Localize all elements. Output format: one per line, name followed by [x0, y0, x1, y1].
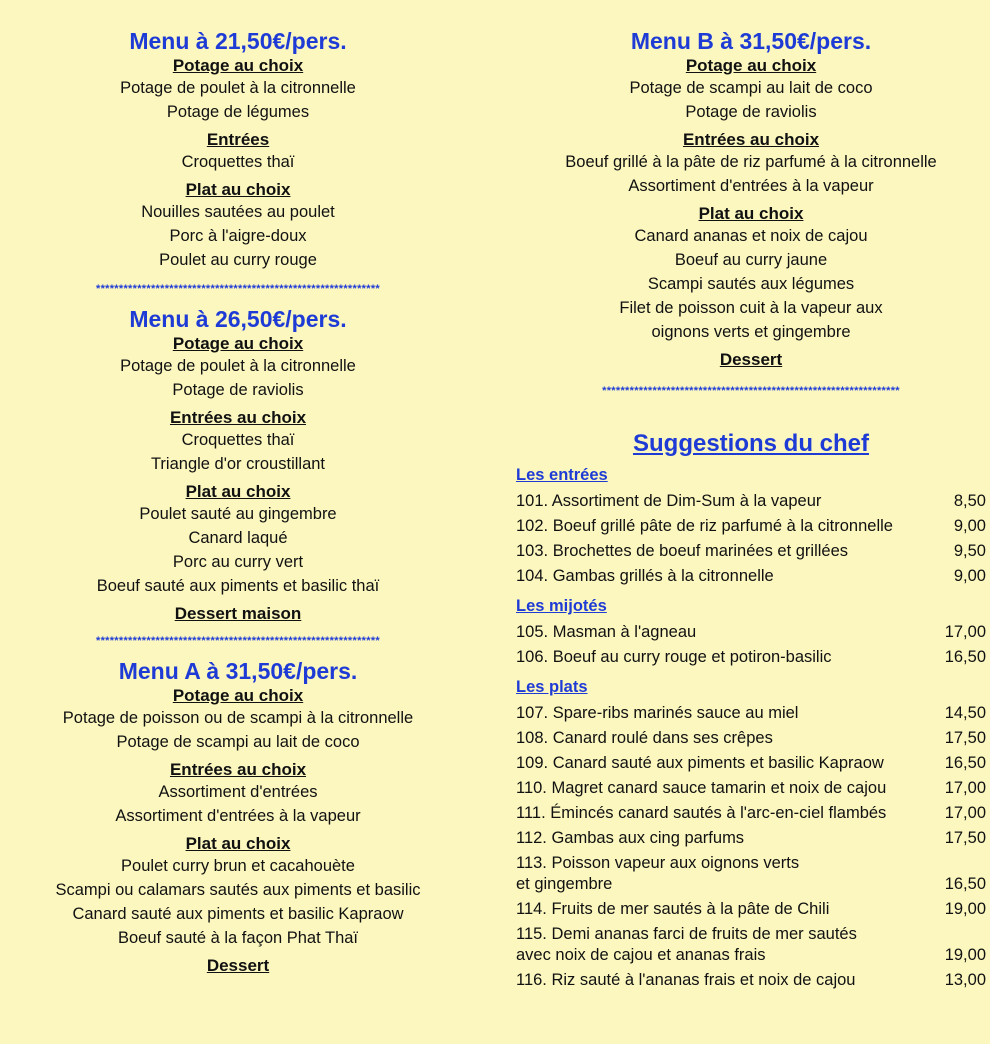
menu-item: Potage de raviolis	[685, 103, 817, 121]
menu-item: Croquettes thaï	[181, 431, 295, 449]
dish-row	[516, 514, 986, 539]
menu-item: Filet de poisson cuit à la vapeur aux	[619, 299, 883, 317]
menu-title: Menu à 26,50€/pers.	[129, 306, 347, 332]
dish-row	[516, 922, 986, 968]
dish-row	[516, 701, 986, 726]
dish-name: 112. Gambas aux cing parfums	[516, 829, 745, 847]
menu-item: Poulet sauté au gingembre	[139, 505, 337, 523]
dish-row	[516, 539, 986, 564]
section-heading: Plat au choix	[698, 204, 804, 223]
menu-item: Potage de poisson ou de scampi à la citronnelle	[62, 709, 414, 727]
dish-price: 13,00	[944, 971, 986, 989]
menu-item: Poulet au curry rouge	[159, 251, 317, 269]
category-title: Les mijotés	[516, 597, 607, 615]
menu-item: Potage de poulet à la citronnelle	[120, 79, 356, 97]
menu-item: Boeuf sauté aux piments et basilic thaï	[96, 577, 380, 595]
section-heading: Plat au choix	[185, 482, 291, 501]
menu-block	[516, 0, 986, 370]
dish-price: 19,00	[944, 900, 986, 918]
dish-name: 105. Masman à l'agneau	[516, 623, 697, 641]
dish-row	[516, 645, 986, 670]
section-heading: Entrées	[206, 130, 270, 149]
dish-name: 111. Émincés canard sautés à l'arc-en-ciel flambés	[516, 804, 887, 822]
dish-row	[516, 776, 986, 801]
dish-name: 110. Magret canard sauce tamarin et noix de cajou	[516, 779, 887, 797]
dish-row	[516, 801, 986, 826]
dish-row	[516, 826, 986, 851]
category-title: Les plats	[516, 678, 588, 696]
dish-price: 16,50	[944, 875, 986, 893]
menu-item: Boeuf grillé à la pâte de riz parfumé à la citronnelle	[565, 153, 937, 171]
dish-price: 17,50	[944, 729, 986, 747]
dish-row	[516, 851, 986, 897]
dish-name: 116. Riz sauté à l'ananas frais et noix de cajou	[516, 971, 856, 989]
dish-price: 17,00	[944, 779, 986, 797]
menu-item: Potage de scampi au lait de coco	[116, 733, 360, 751]
dish-row	[516, 489, 986, 514]
menu-item: Scampi ou calamars sautés aux piments et basilic	[55, 881, 421, 899]
menu-item: Porc à l'aigre-doux	[169, 227, 307, 245]
menu-item: Canard laqué	[188, 529, 288, 547]
section-heading: Entrées au choix	[169, 408, 307, 427]
menu-item: oignons verts et gingembre	[651, 323, 851, 341]
menu-item: Triangle d'or croustillant	[150, 455, 326, 473]
section-heading: Dessert	[719, 350, 783, 369]
dish-row	[516, 897, 986, 922]
section-heading: Potage au choix	[172, 686, 304, 705]
menu-item: Canard sauté aux piments et basilic Kapraow	[72, 905, 404, 923]
dish-name: 102. Boeuf grillé pâte de riz parfumé à la citronnelle	[516, 517, 893, 535]
dish-name: 108. Canard roulé dans ses crêpes	[516, 729, 773, 747]
dish-price: 17,50	[944, 829, 986, 847]
menu-item: Porc au curry vert	[172, 553, 304, 571]
section-heading: Dessert	[206, 956, 270, 975]
dish-row	[516, 620, 986, 645]
left-column	[22, 0, 454, 976]
section-heading: Entrées au choix	[169, 760, 307, 779]
menu-item: Poulet curry brun et cacahouète	[121, 857, 355, 875]
dish-name: 104. Gambas grillés à la citronnelle	[516, 567, 774, 585]
dish-price: 19,00	[944, 946, 986, 964]
section-heading: Plat au choix	[185, 834, 291, 853]
menu-item: Nouilles sautées au poulet	[141, 203, 335, 221]
dish-name: 113. Poisson vapeur aux oignons verts et gingembre	[516, 854, 800, 893]
dish-name: 106. Boeuf au curry rouge et potiron-basilic	[516, 648, 832, 666]
menu-item: Assortiment d'entrées à la vapeur	[628, 177, 874, 195]
dish-price: 17,00	[944, 623, 986, 641]
menu-item: Croquettes thaï	[181, 153, 295, 171]
menu-item: Canard ananas et noix de cajou	[634, 227, 868, 245]
menu-block	[22, 648, 454, 976]
menu-block	[22, 0, 454, 272]
section-heading: Potage au choix	[172, 334, 304, 353]
dish-row	[516, 726, 986, 751]
dish-row	[516, 968, 986, 993]
dish-name: 103. Brochettes de boeuf marinées et grillées	[516, 542, 849, 560]
dish-name: 109. Canard sauté aux piments et basilic Kapraow	[516, 754, 884, 772]
menu-item: Boeuf au curry jaune	[674, 251, 828, 269]
menu-block	[22, 296, 454, 624]
dish-price: 17,00	[944, 804, 986, 822]
separator-stars: **************************************************************	[95, 283, 380, 295]
dish-price: 16,50	[944, 648, 986, 666]
menu-item: Potage de raviolis	[172, 381, 304, 399]
menu-item: Potage de légumes	[166, 103, 310, 121]
dish-price: 8,50	[953, 492, 986, 510]
section-heading: Potage au choix	[685, 56, 817, 75]
dish-row	[516, 751, 986, 776]
dish-name: 107. Spare-ribs marinés sauce au miel	[516, 704, 799, 722]
menu-title: Menu A à 31,50€/pers.	[118, 658, 358, 684]
menu-item: Boeuf sauté à la façon Phat Thaï	[117, 929, 359, 947]
dish-name: 114. Fruits de mer sautés à la pâte de Chili	[516, 900, 830, 918]
dish-price: 9,00	[953, 517, 986, 535]
separator-stars: **************************************************************	[95, 635, 380, 647]
section-heading: Plat au choix	[185, 180, 291, 199]
menu-item: Assortiment d'entrées	[158, 783, 318, 801]
dish-price: 14,50	[944, 704, 986, 722]
menu-item: Scampi sautés aux légumes	[647, 275, 855, 293]
dish-row	[516, 564, 986, 589]
suggestions-title: Suggestions du chef	[632, 430, 869, 457]
menu-item: Potage de scampi au lait de coco	[629, 79, 873, 97]
dish-price: 9,00	[953, 567, 986, 585]
dish-name: 101. Assortiment de Dim-Sum à la vapeur	[516, 492, 822, 510]
category-title: Les entrées	[516, 466, 608, 484]
section-heading: Potage au choix	[172, 56, 304, 75]
dish-name: 115. Demi ananas farci de fruits de mer sautés avec noix de cajou et ananas frais	[516, 925, 857, 964]
menu-item: Assortiment d'entrées à la vapeur	[115, 807, 361, 825]
menu-title: Menu à 21,50€/pers.	[129, 28, 347, 54]
right-column	[516, 0, 986, 993]
dish-price: 9,50	[953, 542, 986, 560]
separator-stars: *****************************************************************	[602, 385, 900, 397]
section-heading: Dessert maison	[174, 604, 302, 623]
menu-item: Potage de poulet à la citronnelle	[120, 357, 356, 375]
dish-price: 16,50	[944, 754, 986, 772]
section-heading: Entrées au choix	[682, 130, 820, 149]
menu-title: Menu B à 31,50€/pers.	[630, 28, 872, 54]
